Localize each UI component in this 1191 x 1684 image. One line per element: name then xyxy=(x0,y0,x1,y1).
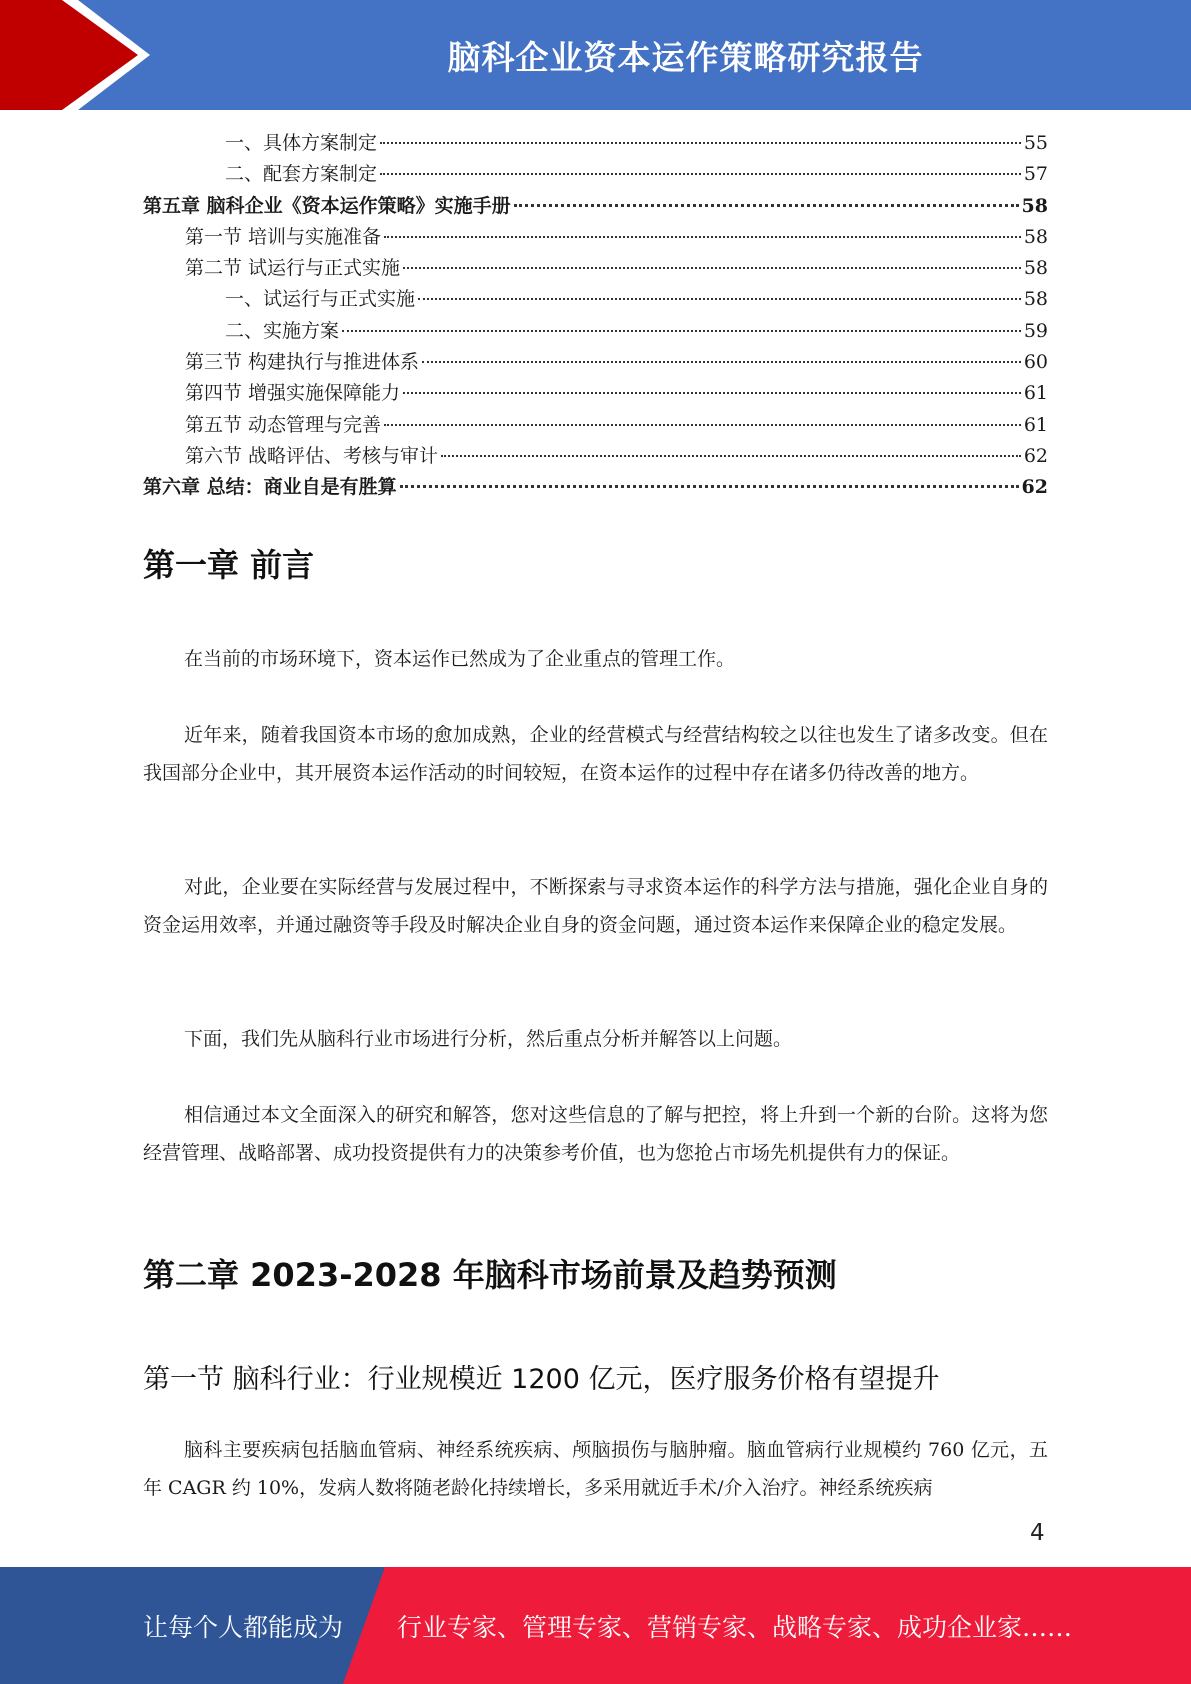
footer-slogan-right: 行业专家、管理专家、营销专家、战略专家、成功企业家…… xyxy=(397,1612,1073,1642)
footer-slogan-left: 让每个人都能成为 xyxy=(143,1612,344,1642)
toc-entry-page: 61 xyxy=(1023,413,1048,436)
toc-leader-dots xyxy=(418,298,1021,300)
toc-entry-page: 58 xyxy=(1021,194,1048,217)
toc-entry-title: 一、具体方案制定 xyxy=(225,132,378,154)
toc-entry-title: 二、配套方案制定 xyxy=(225,163,378,186)
toc-entry[interactable] xyxy=(143,347,1048,378)
chapter-1-heading: 第一章 前言 xyxy=(143,546,315,584)
paragraph: 在当前的市场环境下，资本运作已然成为了企业重点的管理工作。 xyxy=(184,648,736,670)
page-footer xyxy=(0,1567,1191,1684)
toc-entry-title: 第五章 脑科企业《资本运作策略》实施手册 xyxy=(143,194,511,217)
toc-entry-page: 60 xyxy=(1023,351,1048,374)
toc-entry-page: 61 xyxy=(1023,382,1048,405)
toc-entry-page: 58 xyxy=(1023,288,1048,311)
toc-entry[interactable] xyxy=(143,441,1048,472)
section-1-heading: 第一节 脑科行业：行业规模近 1200 亿元，医疗服务价格有望提升 xyxy=(143,1364,940,1395)
toc-entry-page: 62 xyxy=(1023,444,1048,467)
toc-entry-page: 58 xyxy=(1023,257,1048,280)
toc-entry-title: 第六章 总结：商业自是有胜算 xyxy=(143,476,397,499)
toc-entry[interactable] xyxy=(143,191,1048,222)
toc-entry[interactable] xyxy=(143,410,1048,441)
toc-entry-page: 57 xyxy=(1023,163,1048,186)
toc-entry-title: 第五节 动态管理与完善 xyxy=(185,413,382,436)
toc-entry-page: 55 xyxy=(1023,132,1048,154)
paragraph: 近年来，随着我国资本市场的愈加成熟，企业的经营模式与经营结构较之以往也发生了诸多改变。但在我国部分企业中，其开展资本运作活动的时间较短，在资本运作的过程中存在诸多仍待改善的地方。 xyxy=(143,724,1048,784)
toc-entry-title: 一、试运行与正式实施 xyxy=(225,288,416,311)
page-number: 4 xyxy=(1030,1520,1045,1546)
paragraph: 脑科主要疾病包括脑血管病、神经系统疾病、颅脑损伤与脑肿瘤。脑血管病行业规模约 760 亿元，五年 CAGR 约 10%，发病人数将随老龄化持续增长，多采用就近手术/介入治疗。神经系统疾病 xyxy=(143,1439,1048,1499)
toc-leader-dots xyxy=(403,392,1021,394)
toc-leader-dots xyxy=(403,267,1021,269)
toc-leader-dots xyxy=(380,142,1021,144)
toc-leader-dots xyxy=(384,424,1021,426)
toc-entry[interactable] xyxy=(143,284,1048,315)
toc-leader-dots xyxy=(380,173,1021,175)
toc-entry-title: 第三节 构建执行与推进体系 xyxy=(185,351,420,374)
toc-leader-dots xyxy=(441,455,1021,457)
toc-entry[interactable] xyxy=(143,472,1048,503)
page-header xyxy=(0,0,1191,110)
toc-entry-title: 二、实施方案 xyxy=(225,319,340,342)
paragraph: 对此，企业要在实际经营与发展过程中，不断探索与寻求资本运作的科学方法与措施，强化企业自身的资金运用效率，并通过融资等手段及时解决企业自身的资金问题，通过资本运作来保障企业的稳定发展。 xyxy=(143,876,1048,936)
chapter-2-heading: 第二章 2023-2028 年脑科市场前景及趋势预测 xyxy=(143,1256,837,1294)
toc-entry-title: 第一节 培训与实施准备 xyxy=(185,225,382,248)
toc-entry-page: 58 xyxy=(1023,225,1048,248)
toc-entry[interactable] xyxy=(143,316,1048,347)
toc-entry[interactable] xyxy=(143,159,1048,190)
toc-leader-dots xyxy=(514,204,1019,207)
toc-leader-dots xyxy=(342,330,1021,332)
toc-leader-dots xyxy=(422,361,1021,363)
toc-leader-dots xyxy=(400,485,1019,488)
toc-entry-title: 第二节 试运行与正式实施 xyxy=(185,257,401,280)
toc-entry-page: 59 xyxy=(1023,319,1048,342)
paragraph: 相信通过本文全面深入的研究和解答，您对这些信息的了解与把控，将上升到一个新的台阶。这将为您经营管理、战略部署、成功投资提供有力的决策参考价值，也为您抢占市场先机提供有力的保证。 xyxy=(143,1104,1048,1164)
toc-entry[interactable] xyxy=(143,253,1048,284)
toc-entry-title: 第六节 战略评估、考核与审计 xyxy=(185,444,439,467)
table-of-contents xyxy=(143,128,1048,504)
toc-entry-title: 第四节 增强实施保障能力 xyxy=(185,382,401,405)
toc-entry[interactable] xyxy=(143,222,1048,253)
toc-leader-dots xyxy=(384,236,1021,238)
paragraph: 下面，我们先从脑科行业市场进行分析，然后重点分析并解答以上问题。 xyxy=(184,1028,793,1050)
toc-entry[interactable] xyxy=(143,378,1048,409)
report-title: 脑科企业资本运作策略研究报告 xyxy=(447,37,924,77)
toc-entry-page: 62 xyxy=(1021,476,1048,499)
toc-entry[interactable] xyxy=(143,128,1048,159)
header-arrow-icon xyxy=(0,0,160,110)
